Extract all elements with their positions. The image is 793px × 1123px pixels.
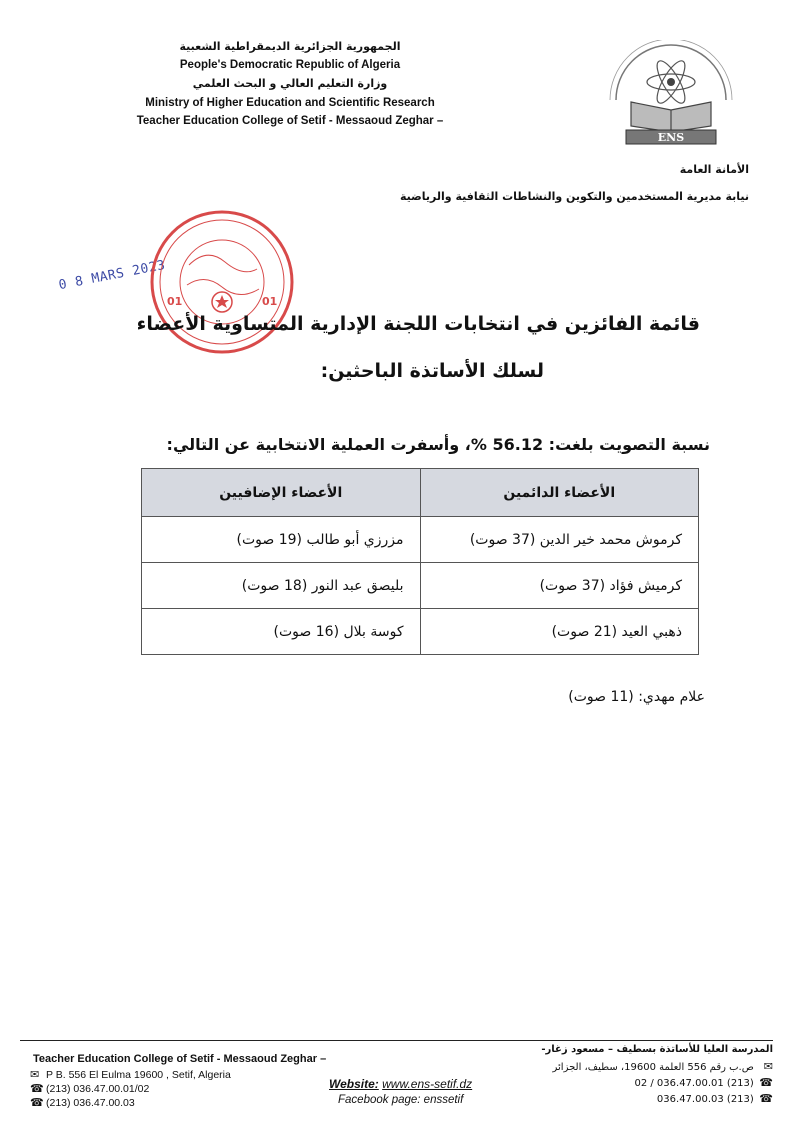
footer-address-en: ✉ P B. 556 El Eulma 19600 , Setif, Algeria <box>30 1069 231 1081</box>
footer-phone-en: ☎ (213) 036.47.00.01/02 <box>30 1083 150 1095</box>
seal-number-left: 01 <box>167 295 183 308</box>
header-substitute-members: الأعضاء الإضافيين <box>142 469 421 517</box>
footer-address-ar: ✉ ص.ب رقم 556 العلمة 19600، سطيف، الجزائر <box>552 1060 773 1073</box>
document-title-line-2: لسلك الأساتذة الباحثين: <box>320 360 544 382</box>
website-link[interactable]: www.ens-setif.dz <box>382 1077 473 1091</box>
results-table <box>141 468 699 655</box>
header-republic-ar: الجمهورية الجزائرية الديمقراطية الشعبية <box>179 40 401 53</box>
footer-college-en: Teacher Education College of Setif - Messaoud Zeghar – <box>33 1053 327 1065</box>
date-stamp: 0 8 MARS 2023 <box>57 257 167 294</box>
table-cell: كرميش فؤاد (37 صوت) <box>420 563 699 609</box>
footer-website <box>329 1077 472 1091</box>
footer-divider <box>20 1040 773 1041</box>
college-logo <box>596 40 746 148</box>
table-cell: مزرزي أبو طالب (19 صوت) <box>142 517 421 563</box>
table-cell: بليصق عبد النور (18 صوت) <box>142 563 421 609</box>
mail-icon: ✉ <box>30 1069 40 1081</box>
logo-text: ENS <box>657 131 685 144</box>
footer-fax-en: ☎ (213) 036.47.00.03 <box>30 1097 135 1109</box>
table-row <box>142 563 699 609</box>
phone-icon: ☎ <box>30 1083 44 1095</box>
header-ministry-ar: وزارة التعليم العالي و البحث العلمي <box>192 77 388 90</box>
table-cell: كوسة بلال (16 صوت) <box>142 609 421 655</box>
header-republic-en: People's Democratic Republic of Algeria <box>179 59 401 71</box>
document-title-line-1: قائمة الفائزين في انتخابات اللجنة الإدارية المتساوية الأعضاء <box>136 313 700 335</box>
department-line-2: نيابة مديرية المستخدمين والتكوين والنشاطات الثقافية والرياضية <box>400 190 749 203</box>
footer-phone-ar: ☎ (213) 036.47.00.01 / 02 <box>634 1076 773 1089</box>
footer-college-ar: المدرسة العليا للأساتذة بسطيف – مسعود زغار- <box>541 1044 773 1055</box>
table-cell: كرموش محمد خير الدين (37 صوت) <box>420 517 699 563</box>
header-college-en: Teacher Education College of Setif - Messaoud Zeghar – <box>136 115 444 127</box>
seal-number-right: 01 <box>262 295 278 308</box>
table-header-row <box>142 469 699 517</box>
fax-icon: ☎ <box>759 1092 773 1105</box>
footer-facebook: Facebook page: enssetif <box>338 1094 464 1106</box>
website-label: Website: <box>329 1077 379 1091</box>
turnout-sentence: نسبة التصويت بلغت: 56.12 %، وأسفرت العملية الانتخابية عن التالي: <box>166 435 710 454</box>
header-ministry-en: Ministry of Higher Education and Scientific Research <box>145 97 435 109</box>
table-row <box>142 517 699 563</box>
phone-icon: ☎ <box>759 1076 773 1089</box>
extra-candidate-line: علام مهدي: (11 صوت) <box>568 689 705 705</box>
fax-icon: ☎ <box>30 1097 44 1109</box>
mail-icon: ✉ <box>763 1060 773 1073</box>
table-row <box>142 609 699 655</box>
footer-fax-ar: ☎ (213) 036.47.00.03 <box>656 1092 773 1105</box>
header-permanent-members: الأعضاء الدائمين <box>420 469 699 517</box>
table-cell: ذهبي العيد (21 صوت) <box>420 609 699 655</box>
department-line-1: الأمانة العامة <box>679 163 749 176</box>
